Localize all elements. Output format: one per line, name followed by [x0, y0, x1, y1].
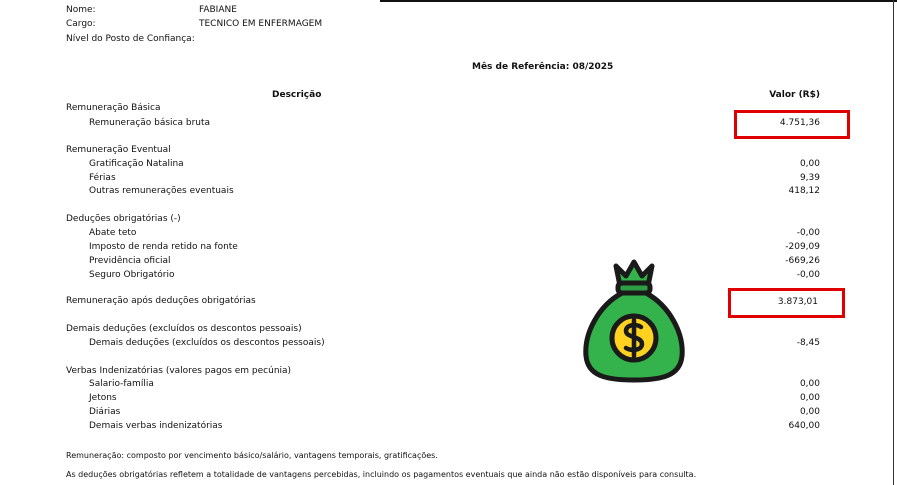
- item-label-abate-teto: Abate teto: [89, 228, 137, 238]
- item-label-natalina: Gratificação Natalina: [89, 159, 184, 169]
- item-label-ferias: Férias: [89, 173, 116, 183]
- item-value-demais-verbas: 640,00: [788, 421, 820, 431]
- item-value-salario-familia: 0,00: [799, 379, 820, 389]
- highlight-box-apos-deducoes: [728, 288, 845, 318]
- item-label-seguro: Seguro Obrigatório: [89, 270, 175, 280]
- section-title-demais: Demais deduções (excluídos os descontos pessoais): [66, 324, 302, 334]
- item-value-natalina: 0,00: [799, 159, 820, 169]
- item-label-salario-familia: Salario-família: [89, 379, 154, 389]
- nivel-label: Nível do Posto de Confiança:: [66, 34, 195, 44]
- item-value-previdencia: -669,26: [785, 256, 820, 266]
- reference-month: Mês de Referência: 08/2025: [472, 62, 614, 72]
- item-value-abate-teto: -0,00: [796, 228, 820, 238]
- item-label-demais-verbas: Demais verbas indenizatórias: [89, 421, 223, 431]
- item-value-imposto-renda: -209,09: [785, 242, 820, 252]
- section-title-verbas: Verbas Indenizatórias (valores pagos em pecúnia): [66, 366, 292, 376]
- name-label: Nome:: [66, 5, 96, 15]
- cargo-label: Cargo:: [66, 19, 96, 29]
- item-value-basica-bruta: 4.751,36: [779, 118, 820, 128]
- item-label-outras: Outras remunerações eventuais: [89, 186, 234, 196]
- highlight-box-bruta: [734, 110, 850, 139]
- name-value: FABIANE: [199, 5, 237, 15]
- item-label-jetons: Jetons: [89, 393, 117, 403]
- item-label-diarias: Diárias: [89, 407, 121, 417]
- col-header-descricao: Descrição: [272, 90, 322, 100]
- item-label-demais: Demais deduções (excluídos os descontos pessoais): [89, 338, 325, 348]
- item-value-jetons: 0,00: [799, 393, 820, 403]
- section-title-deducoes: Deduções obrigatórias (-): [66, 214, 181, 224]
- footnote-deducoes: As deduções obrigatórias refletem a totalidade de vantagens percebidas, incluindo os pagamentos eventuais que ainda não estão disponíveis para consulta.: [66, 470, 697, 479]
- section-title-apos-deducoes: Remuneração após deduções obrigatórias: [66, 296, 256, 306]
- col-header-valor: Valor (R$): [769, 90, 820, 100]
- item-value-ferias: 9,39: [799, 173, 820, 183]
- footnote-remuneracao: Remuneração: composto por vencimento básico/salário, vantagens temporais, gratificações.: [66, 451, 438, 460]
- item-value-seguro: -0,00: [796, 270, 820, 280]
- item-value-diarias: 0,00: [799, 407, 820, 417]
- cargo-value: TECNICO EM ENFERMAGEM: [199, 19, 323, 29]
- value-apos-deducoes: 3.873,01: [777, 297, 818, 307]
- money-bag-icon: [578, 256, 690, 384]
- item-value-outras: 418,12: [788, 186, 820, 196]
- item-label-basica-bruta: Remuneração básica bruta: [89, 118, 211, 128]
- item-label-previdencia: Previdência oficial: [89, 256, 171, 266]
- section-title-eventual: Remuneração Eventual: [66, 145, 171, 155]
- item-label-imposto-renda: Imposto de renda retido na fonte: [89, 242, 238, 252]
- section-title-basica: Remuneração Básica: [66, 103, 161, 113]
- page-right-border: [893, 0, 894, 485]
- item-value-demais: -8,45: [796, 338, 820, 348]
- top-rule: [0, 0, 897, 3]
